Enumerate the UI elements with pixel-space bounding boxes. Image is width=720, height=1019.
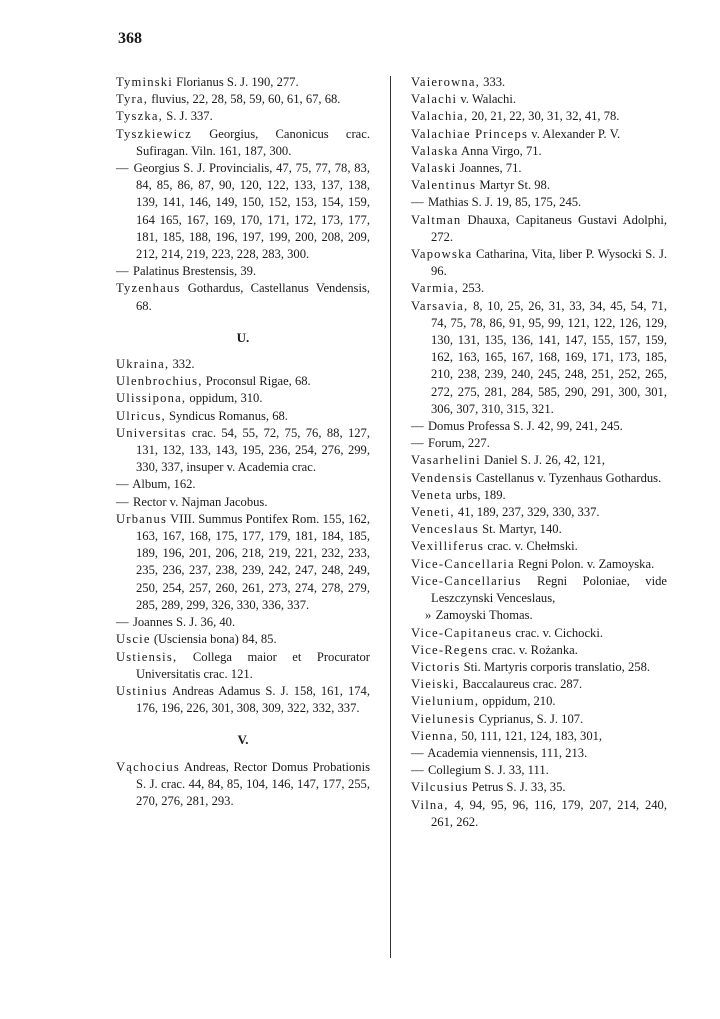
letter-heading: V. bbox=[237, 732, 249, 748]
entry-headword: — bbox=[411, 436, 425, 451]
entry-text: Anna Virgo, 71. bbox=[461, 143, 542, 158]
entry-headword: Vienna, bbox=[411, 728, 459, 743]
entry-text: Proconsul Rigae, 68. bbox=[205, 374, 311, 389]
entry-headword: » bbox=[425, 608, 433, 623]
entry-headword: Vapowska bbox=[411, 247, 473, 262]
entry-text: Joannes S. J. 36, 40. bbox=[132, 615, 236, 630]
entry-headword: Varmia, bbox=[411, 281, 459, 296]
entry-text: Regni Poloniae, vide Leszczynski Venceslaus, bbox=[431, 573, 667, 606]
index-entry bbox=[411, 470, 667, 487]
index-entry bbox=[116, 476, 370, 493]
index-entry bbox=[411, 143, 667, 160]
entry-text: Andreas Adamus S. J. 158, 161, 174, 176, 196, 226, 301, 308, 309, 322, 332, 337. bbox=[136, 683, 370, 716]
entry-text: crac. 54, 55, 72, 75, 76, 88, 127, 131, 132, 133, 143, 195, 236, 254, 276, 299, 330, 337, insuper v. Academia crac. bbox=[136, 425, 370, 475]
entry-headword: Vice-Cancellaria bbox=[411, 556, 515, 571]
entry-headword: Varsavia, bbox=[411, 298, 469, 313]
entry-text: 253. bbox=[462, 281, 485, 296]
entry-text: Rector v. Najman Jacobus. bbox=[132, 494, 268, 509]
entry-text: Collega maior et Procurator Universitatis crac. 121. bbox=[136, 649, 370, 681]
right-column bbox=[411, 74, 667, 831]
entry-headword: Vice-Capitaneus bbox=[411, 625, 513, 640]
index-entry bbox=[116, 408, 370, 425]
left-column bbox=[116, 74, 370, 810]
entry-headword: Vaierowna, bbox=[411, 75, 480, 89]
entry-text: 20, 21, 22, 30, 31, 32, 41, 78. bbox=[471, 109, 620, 124]
index-entry bbox=[116, 108, 370, 125]
entry-headword: Uscie bbox=[116, 632, 151, 647]
entry-headword: — bbox=[411, 195, 425, 210]
entry-text: (Usciensia bona) 84, 85. bbox=[153, 632, 277, 647]
index-entry bbox=[116, 649, 370, 683]
entry-text: oppidum, 210. bbox=[482, 694, 556, 709]
entry-headword: Veneti, bbox=[411, 505, 455, 520]
entry-text: Collegium S. J. 33, 111. bbox=[427, 763, 549, 778]
entry-headword: Ustinius bbox=[116, 683, 168, 698]
entry-text: Castellanus v. Tyzenhaus Gothardus. bbox=[476, 470, 662, 485]
entry-text: Georgius, Canonicus crac. Sufiragan. Viln. 161, 187, 300. bbox=[136, 126, 370, 158]
entry-text: 41, 189, 237, 329, 330, 337. bbox=[457, 505, 600, 520]
entry-text: St. Martyr, 140. bbox=[482, 522, 562, 537]
entry-headword: Vice-Regens bbox=[411, 642, 489, 657]
index-entry bbox=[116, 494, 370, 511]
entry-headword: — bbox=[116, 477, 130, 492]
entry-text: Syndicus Romanus, 68. bbox=[168, 408, 288, 423]
entry-text: Forum, 227. bbox=[427, 436, 490, 451]
entry-headword: Valaski bbox=[411, 161, 457, 176]
entry-text: 332. bbox=[172, 357, 195, 372]
index-entry bbox=[411, 298, 667, 418]
index-entry bbox=[411, 435, 667, 452]
index-entry bbox=[411, 74, 667, 91]
entry-headword: — bbox=[116, 161, 130, 176]
entry-text: Joannes, 71. bbox=[459, 161, 522, 176]
index-entry bbox=[411, 212, 667, 246]
index-entry bbox=[116, 614, 370, 631]
index-entry bbox=[411, 126, 667, 143]
index-entry bbox=[116, 631, 370, 648]
entry-headword: Veneta bbox=[411, 487, 453, 502]
index-entry bbox=[411, 693, 667, 710]
page-number: 368 bbox=[118, 30, 142, 47]
entry-headword: Valachia, bbox=[411, 109, 469, 124]
entry-text: Gothardus, Castellanus Vendensis, 68. bbox=[136, 281, 370, 313]
entry-text: Sti. Martyris corporis translatio, 258. bbox=[463, 659, 651, 674]
entry-headword: — bbox=[411, 419, 425, 434]
entry-text: v. Alexander P. V. bbox=[531, 126, 621, 141]
index-entry bbox=[411, 91, 667, 108]
index-entry bbox=[411, 728, 667, 745]
entry-text: Album, 162. bbox=[132, 477, 196, 492]
entry-text: oppidum, 310. bbox=[189, 391, 263, 406]
entry-text: Palatinus Brestensis, 39. bbox=[132, 264, 257, 279]
index-entry bbox=[411, 556, 667, 573]
entry-headword: Venceslaus bbox=[411, 522, 479, 537]
entry-text: Petrus S. J. 33, 35. bbox=[471, 780, 566, 795]
entry-headword: Valtman bbox=[411, 212, 462, 227]
entry-headword: Vielunium, bbox=[411, 694, 480, 709]
entry-headword: Vielunesis bbox=[411, 711, 476, 726]
index-entry bbox=[411, 504, 667, 521]
entry-headword: Tyszka, bbox=[116, 109, 164, 124]
entry-headword: Ulricus, bbox=[116, 408, 166, 423]
index-entry bbox=[116, 356, 370, 373]
entry-text: Daniel S. J. 26, 42, 121, bbox=[484, 453, 606, 468]
index-entry bbox=[411, 762, 667, 779]
index-entry bbox=[411, 108, 667, 125]
entry-headword: — bbox=[411, 763, 425, 778]
index-entry bbox=[411, 452, 667, 469]
entry-text: Dhauxa, Capitaneus Gustavi Adolphi, 272. bbox=[431, 212, 667, 244]
entry-headword: Vąchocius bbox=[116, 759, 180, 774]
entry-text: Andreas, Rector Domus Probationis S. J. crac. 44, 84, 85, 104, 146, 147, 177, 255, 270, 276, 281, 293. bbox=[136, 759, 370, 808]
entry-headword: Ulenbrochius, bbox=[116, 374, 203, 389]
entry-headword: Vilcusius bbox=[411, 780, 469, 795]
index-entry bbox=[411, 177, 667, 194]
index-entry bbox=[411, 797, 667, 831]
entry-text: fluvius, 22, 28, 58, 59, 60, 61, 67, 68. bbox=[151, 92, 341, 107]
entry-text: Academia viennensis, 111, 213. bbox=[427, 745, 588, 760]
entry-headword: — bbox=[411, 745, 425, 760]
index-entry bbox=[116, 425, 370, 477]
entry-text: Georgius S. J. Provincialis, 47, 75, 77, 78, 83, 84, 85, 86, 87, 90, 120, 122, 133, 137, 138, 139, 141, 146, 149, 150, 152, 153, 154, 159, 164 165, 167, 169, 170, 171, 172, 173, 177, 181, 185, 188, 196, 197, 199, 200, 208, 209, 212, 214, 219, 223, 228, 283, 300. bbox=[133, 161, 370, 262]
entry-text: Baccalaureus crac. 287. bbox=[462, 677, 583, 692]
entry-headword: — bbox=[116, 494, 130, 509]
index-entry bbox=[411, 607, 667, 624]
entry-text: Regni Polon. v. Zamoyska. bbox=[517, 556, 655, 571]
index-entry bbox=[411, 487, 667, 504]
entry-text: Florianus S. J. 190, 277. bbox=[176, 75, 299, 89]
entry-headword: Ustiensis, bbox=[116, 649, 178, 664]
index-entry bbox=[411, 538, 667, 555]
entry-text: Zamoyski Thomas. bbox=[435, 608, 533, 623]
index-entry bbox=[411, 160, 667, 177]
entry-text: Catharina, Vita, liber P. Wysocki S. J. 96. bbox=[431, 247, 667, 279]
entry-headword: Victoris bbox=[411, 659, 461, 674]
index-entry bbox=[116, 160, 370, 263]
entry-headword: Vexilliferus bbox=[411, 539, 485, 554]
index-entry bbox=[116, 280, 370, 314]
entry-text: 50, 111, 121, 124, 183, 301, bbox=[461, 728, 603, 743]
index-entry bbox=[116, 390, 370, 407]
index-entry bbox=[411, 779, 667, 796]
entry-text: Mathias S. J. 19, 85, 175, 245. bbox=[427, 195, 582, 210]
entry-text: Domus Professa S. J. 42, 99, 241, 245. bbox=[427, 419, 623, 434]
entry-text: crac. v. Chełmski. bbox=[487, 539, 578, 554]
index-entry bbox=[411, 676, 667, 693]
index-entry bbox=[411, 521, 667, 538]
entry-headword: Tyminski bbox=[116, 75, 173, 89]
entry-headword: Valaska bbox=[411, 143, 459, 158]
index-entry bbox=[411, 659, 667, 676]
entry-headword: Vendensis bbox=[411, 470, 473, 485]
entry-headword: Valachi bbox=[411, 92, 458, 107]
entry-text: 333. bbox=[483, 75, 506, 89]
entry-headword: Tyszkiewicz bbox=[116, 126, 192, 141]
index-entry bbox=[116, 126, 370, 160]
entry-headword: Tyra, bbox=[116, 92, 149, 107]
index-entry bbox=[411, 194, 667, 211]
entry-headword: Vice-Cancellarius bbox=[411, 573, 522, 588]
entry-text: Cyprianus, S. J. 107. bbox=[478, 711, 584, 726]
entry-text: S. J. 337. bbox=[166, 109, 213, 124]
entry-headword: — bbox=[116, 264, 130, 279]
index-entry bbox=[411, 711, 667, 728]
letter-heading: U. bbox=[236, 329, 250, 345]
index-entry bbox=[116, 759, 370, 811]
entry-headword: Vilna, bbox=[411, 797, 449, 812]
entry-headword: Valachiae Princeps bbox=[411, 126, 529, 141]
entry-headword: Universitas bbox=[116, 425, 187, 440]
entry-text: crac. v. Cichocki. bbox=[515, 625, 603, 640]
index-entry bbox=[411, 745, 667, 762]
index-entry bbox=[411, 642, 667, 659]
entry-headword: Urbanus bbox=[116, 511, 168, 526]
entry-headword: — bbox=[116, 615, 130, 630]
index-entry bbox=[116, 511, 370, 614]
entry-text: 8, 10, 25, 26, 31, 33, 34, 45, 54, 71, 74, 75, 78, 86, 91, 95, 99, 121, 122, 126, 129, 130, 131, 135, 136, 141, 147, 155, 157, 159, 162, 163, 165, 167, 168, 169, 171, 173, 185, 210, 238, 239, 240, 245, 248, 251, 252, 265, 272, 275, 281, 284, 585, 290, 291, 300, 301, 306, 307, 310, 315, 321. bbox=[431, 298, 667, 416]
entry-text: crac. v. Rożanka. bbox=[491, 642, 578, 657]
index-entry bbox=[411, 280, 667, 297]
entry-text: urbs, 189. bbox=[455, 487, 506, 502]
entry-headword: Vasarhelini bbox=[411, 453, 481, 468]
entry-headword: Ukraina, bbox=[116, 357, 170, 372]
entry-text: v. Walachi. bbox=[460, 92, 516, 107]
index-entry bbox=[411, 573, 667, 607]
index-entry bbox=[411, 625, 667, 642]
column-divider bbox=[390, 76, 391, 958]
entry-text: Martyr St. 98. bbox=[479, 178, 550, 193]
entry-text: 4, 94, 95, 96, 116, 179, 207, 214, 240, 261, 262. bbox=[431, 797, 667, 829]
index-entry bbox=[116, 683, 370, 717]
entry-headword: Ulissipona, bbox=[116, 391, 187, 406]
entry-headword: Vieiski, bbox=[411, 677, 460, 692]
index-entry bbox=[411, 246, 667, 280]
index-entry bbox=[116, 91, 370, 108]
index-entry bbox=[411, 418, 667, 435]
entry-headword: Valentinus bbox=[411, 178, 477, 193]
entry-text: VIII. Summus Pontifex Rom. 155, 162, 163, 167, 168, 175, 177, 179, 181, 184, 185, 189, 196, 201, 206, 218, 219, 221, 232, 233, 235, 236, 237, 238, 239, 242, 247, 248, 249, 250, 254, 257, 260, 261, 273, 274, 278, 279, 285, 289, 299, 326, 330, 336, 337. bbox=[136, 511, 370, 612]
index-entry bbox=[116, 74, 370, 91]
index-entry bbox=[116, 263, 370, 280]
index-entry bbox=[116, 373, 370, 390]
entry-headword: Tyzenhaus bbox=[116, 281, 181, 296]
